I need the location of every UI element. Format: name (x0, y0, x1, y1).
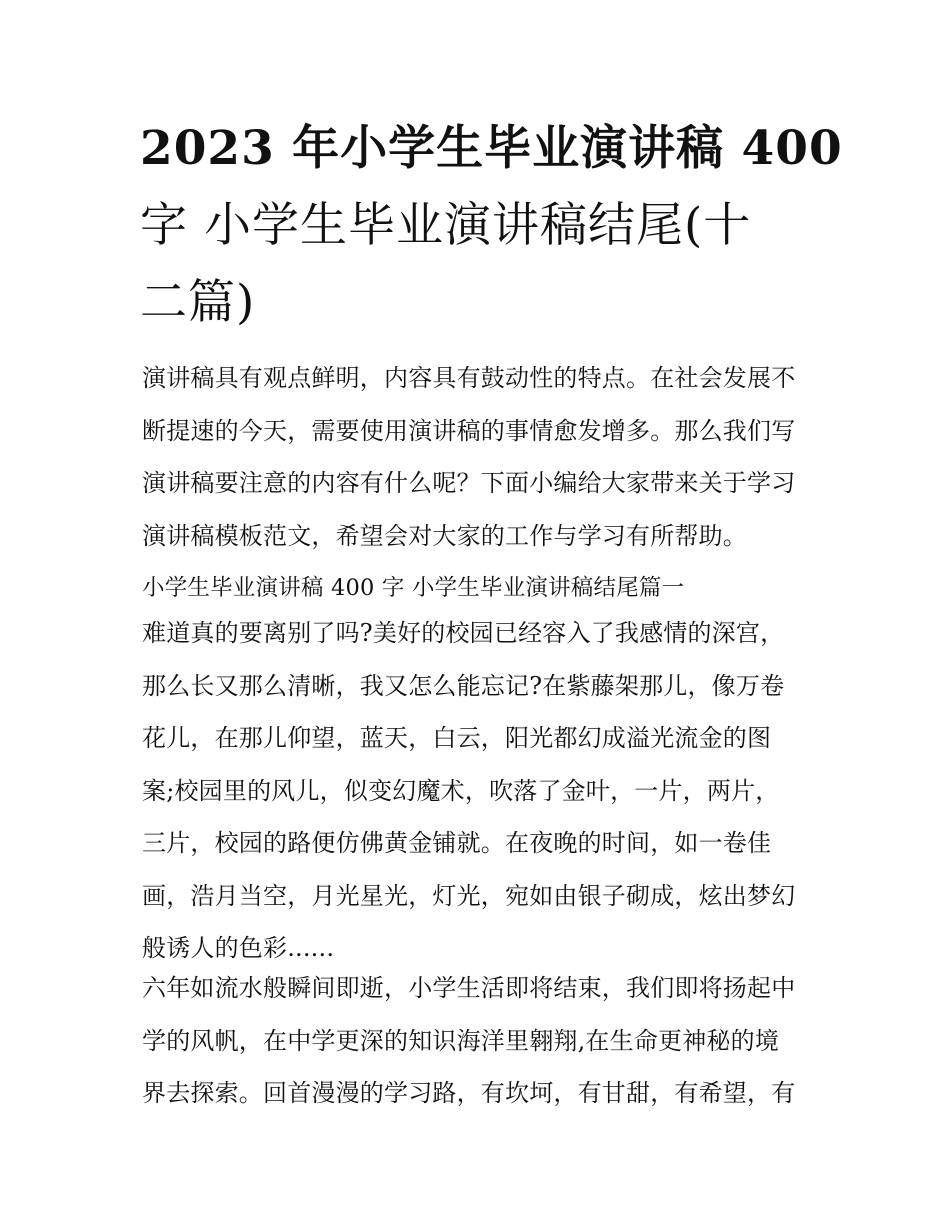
text-line: 六年如流水般瞬间即逝，小学生活即将结束，我们即将扬起中 (142, 974, 796, 1002)
text-line: 三片，校园的路便仿佛黄金铺就。在夜晚的时间，如一卷佳 (142, 829, 772, 857)
section-heading-text: 小学生毕业演讲稿 400 字 小学生毕业演讲稿结尾篇一 (142, 575, 685, 601)
text-line: 那么长又那么清晰，我又怎么能忘记?在紫藤架那儿，像万卷 (142, 671, 785, 700)
title-line: 2023 年小学生毕业演讲稿 400 (140, 121, 843, 176)
text-line: 演讲稿要注意的内容有什么呢？下面小编给大家带来关于学习 (142, 469, 796, 497)
text-line: 案;校园里的风儿，似变幻魔术，吹落了金叶，一片，两片， (142, 776, 780, 805)
text-line: 断提速的今天，需要使用演讲稿的事情愈发增多。那么我们写 (142, 416, 796, 445)
paragraph-2 (142, 962, 814, 1120)
text-line: 学的风帆，在中学更深的知识海洋里翱翔,在生命更神秘的境 (142, 1026, 780, 1055)
document-title (140, 110, 843, 341)
text-line: 般诱人的色彩...... (142, 934, 335, 962)
title-line: 字 小学生毕业演讲稿结尾(十 (140, 198, 752, 253)
paragraph-1 (142, 607, 814, 975)
text-line: 演讲稿模板范文，希望会对大家的工作与学习有所帮助。 (142, 521, 747, 550)
text-line: 界去探索。回首漫漫的学习路，有坎坷，有甘甜，有希望，有 (142, 1079, 796, 1107)
text-line: 花儿，在那儿仰望，蓝天，白云，阳光都幻成溢光流金的图 (142, 724, 772, 752)
text-line: 画，浩月当空，月光星光，灯光，宛如由银子砌成，炫出梦幻 (142, 881, 796, 910)
intro-paragraph (142, 352, 814, 562)
text-line: 演讲稿具有观点鲜明，内容具有鼓动性的特点。在社会发展不 (142, 364, 796, 392)
title-line: 二篇) (140, 275, 256, 330)
text-line: 难道真的要离别了吗?美好的校园已经容入了我感情的深宫， (142, 619, 785, 647)
